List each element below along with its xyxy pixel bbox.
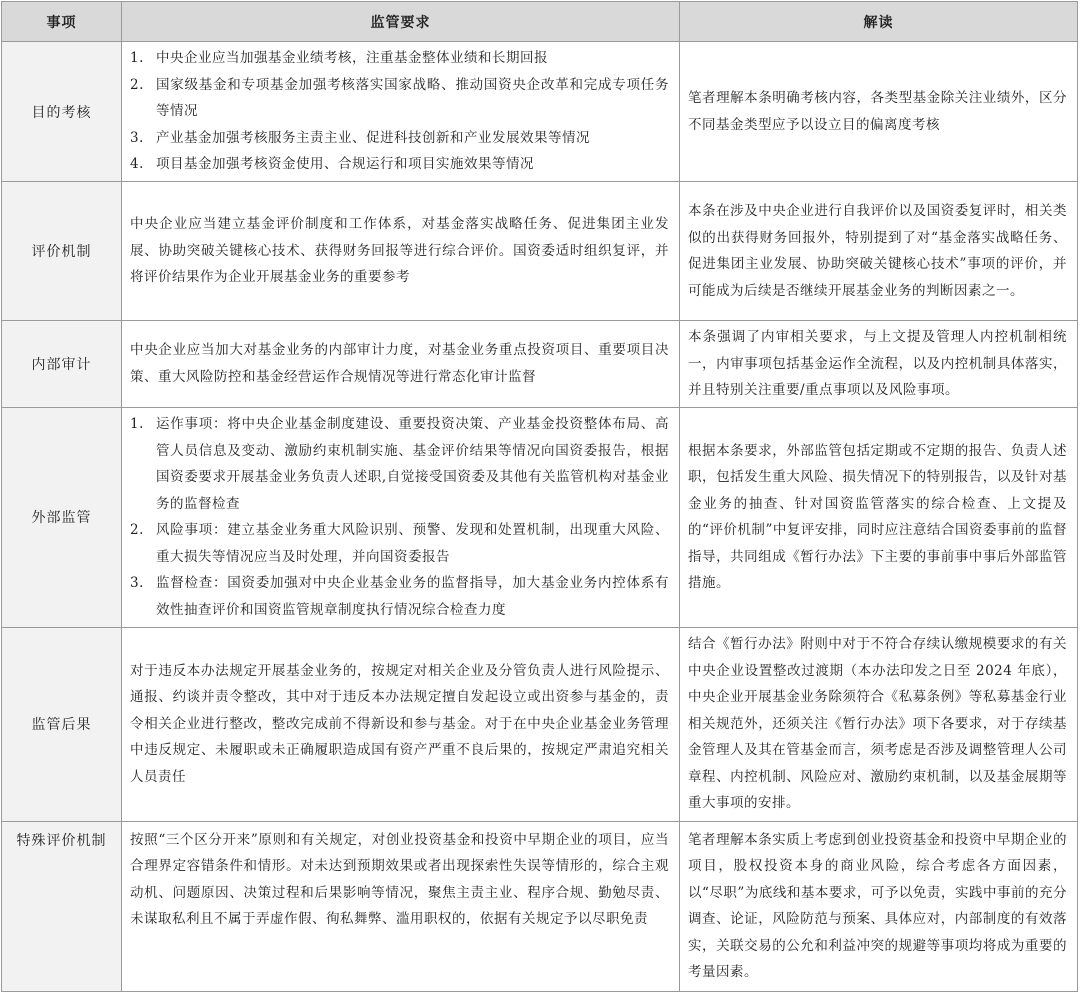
row-interpretation: 结合《暂行办法》附则中对于不符合存续认缴规模要求的有关中央企业设置整改过渡期（本办法印发之日至 2024 年底），中央企业开展基金业务除须符合《私募条例》等私募基金行业相关规范外，还须关注《暂行办法》项下各要求，对于存续基金管理人及其在管基金而言，须考虑是否涉及调整管理人公司章程、内控机制、风险应对、激励约束机制，以及基金展期等重大事项的安排。 (680, 627, 1078, 821)
header-requirement: 监管要求 (122, 2, 680, 42)
regulation-table-page (1, 1, 1079, 986)
row-interpretation: 本条在涉及中央企业进行自我评价以及国资委复评时，相关类似的出获得财务回报外，特别提到了对“基金落实战略任务、促进集团主业发展、协助突破关键核心技术”事项的评价，并可能成为后续是否继续开展基金业务的判断因素之一。 (680, 182, 1078, 321)
header-item: 事项 (2, 2, 122, 42)
table-row (2, 627, 1078, 821)
table-row (2, 821, 1078, 991)
row-item: 评价机制 (2, 182, 122, 321)
list-item: 3. 监督检查：国资委加强对中央企业基金业务的监督指导，加大基金业务内控体系有效性抽查评价和国资监管规章制度执行情况综合检查力度 (130, 575, 669, 618)
row-item: 内部审计 (2, 321, 122, 408)
row-requirement: 对于违反本办法规定开展基金业务的，按规定对相关企业及分管负责人进行风险提示、通报、约谈并责令整改，其中对于违反本办法规定擅自发起设立或出资参与基金的，责令相关企业进行整改，整改完成前不得新设和参与基金。对于在中央企业基金业务管理中违反规定、未履职或未正确履职造成国有资产严重不良后果的，按规定严肃追究相关人员责任 (122, 627, 680, 821)
list-item: 2. 风险事项：建立基金业务重大风险识别、预警、发现和处置机制，出现重大风险、重大损失等情况应当及时处理，并向国资委报告 (130, 522, 669, 565)
row-requirement: 按照“三个区分开来”原则和有关规定，对创业投资基金和投资中早期企业的项目，应当合理界定容错条件和情形。对未达到预期效果或者出现探索性失误等情形的，综合主观动机、问题原因、决策过程和后果影响等情况，聚焦主责主业、程序合规、勤勉尽责、未谋取私利且不属于弄虚作假、徇私舞弊、滥用职权的，依据有关规定予以尽职免责 (122, 821, 680, 991)
list-item: 3. 产业基金加强考核服务主责主业、促进科技创新和产业发展效果等情况 (130, 129, 590, 146)
row-item: 特殊评价机制 (2, 821, 122, 991)
regulation-table (1, 1, 1078, 992)
row-requirement: 中央企业应当加大对基金业务的内部审计力度，对基金业务重点投资项目、重要项目决策、重大风险防控和基金经营运作合规情况等进行常态化审计监督 (122, 321, 680, 408)
table-row (2, 42, 1078, 182)
table-row (2, 182, 1078, 321)
row-interpretation: 根据本条要求，外部监管包括定期或不定期的报告、负责人述职，包括发生重大风险、损失情况下的特别报告，以及针对基金业务的抽查、针对国资监管落实的综合检查、上文提及的“评价机制”中复评安排，同时应注意结合国资委事前的监督指导，共同组成《暂行办法》下主要的事前事中事后外部监管措施。 (680, 407, 1078, 627)
row-interpretation: 笔者理解本条明确考核内容，各类型基金除关注业绩外，区分不同基金类型应予以设立目的偏离度考核 (680, 42, 1078, 182)
row-requirement (122, 407, 680, 627)
list-item: 4. 项目基金加强考核资金使用、合规运行和项目实施效果等情况 (130, 156, 534, 173)
list-item: 1. 运作事项：将中央企业基金制度建设、重要投资决策、产业基金投资整体布局、高管人员信息及变动、激励约束机制实施、基金评价结果等情况向国资委报告，根据国资委要求开展基金业务负责人述职,自觉接受国资委及其他有关监管机构对基金业务的监督检查 (130, 416, 669, 512)
row-requirement: 中央企业应当建立基金评价制度和工作体系，对基金落实战略任务、促进集团主业发展、协助突破关键核心技术、获得财务回报等进行综合评价。国资委适时组织复评，并将评价结果作为企业开展基金业务的重要参考 (122, 182, 680, 321)
row-item: 外部监管 (2, 407, 122, 627)
header-interpretation: 解读 (680, 2, 1078, 42)
table-row (2, 321, 1078, 408)
list-item: 2. 国家级基金和专项基金加强考核落实国家战略、推动国资央企改革和完成专项任务等情况 (130, 76, 669, 120)
row-item: 目的考核 (2, 42, 122, 182)
header-row (2, 2, 1078, 42)
row-item: 监管后果 (2, 627, 122, 821)
row-interpretation: 本条强调了内审相关要求，与上文提及管理人内控机制相统一，内审事项包括基金运作全流程，以及内控机制具体落实，并且特别关注重要/重点事项以及风险事项。 (680, 321, 1078, 408)
table-row (2, 407, 1078, 627)
row-interpretation: 笔者理解本条实质上考虑到创业投资基金和投资中早期企业的项目，股权投资本身的商业风险，综合考虑各方面因素，以“尽职”为底线和基本要求，可予以免责，实践中事前的充分调查、论证，风险防范与预案、具体应对，内部制度的有效落实，关联交易的公允和利益冲突的规避等事项均将成为重要的考量因素。 (680, 821, 1078, 991)
list-item: 1. 中央企业应当加强基金业绩考核，注重基金整体业绩和长期回报 (130, 50, 548, 67)
row-requirement (122, 42, 680, 182)
